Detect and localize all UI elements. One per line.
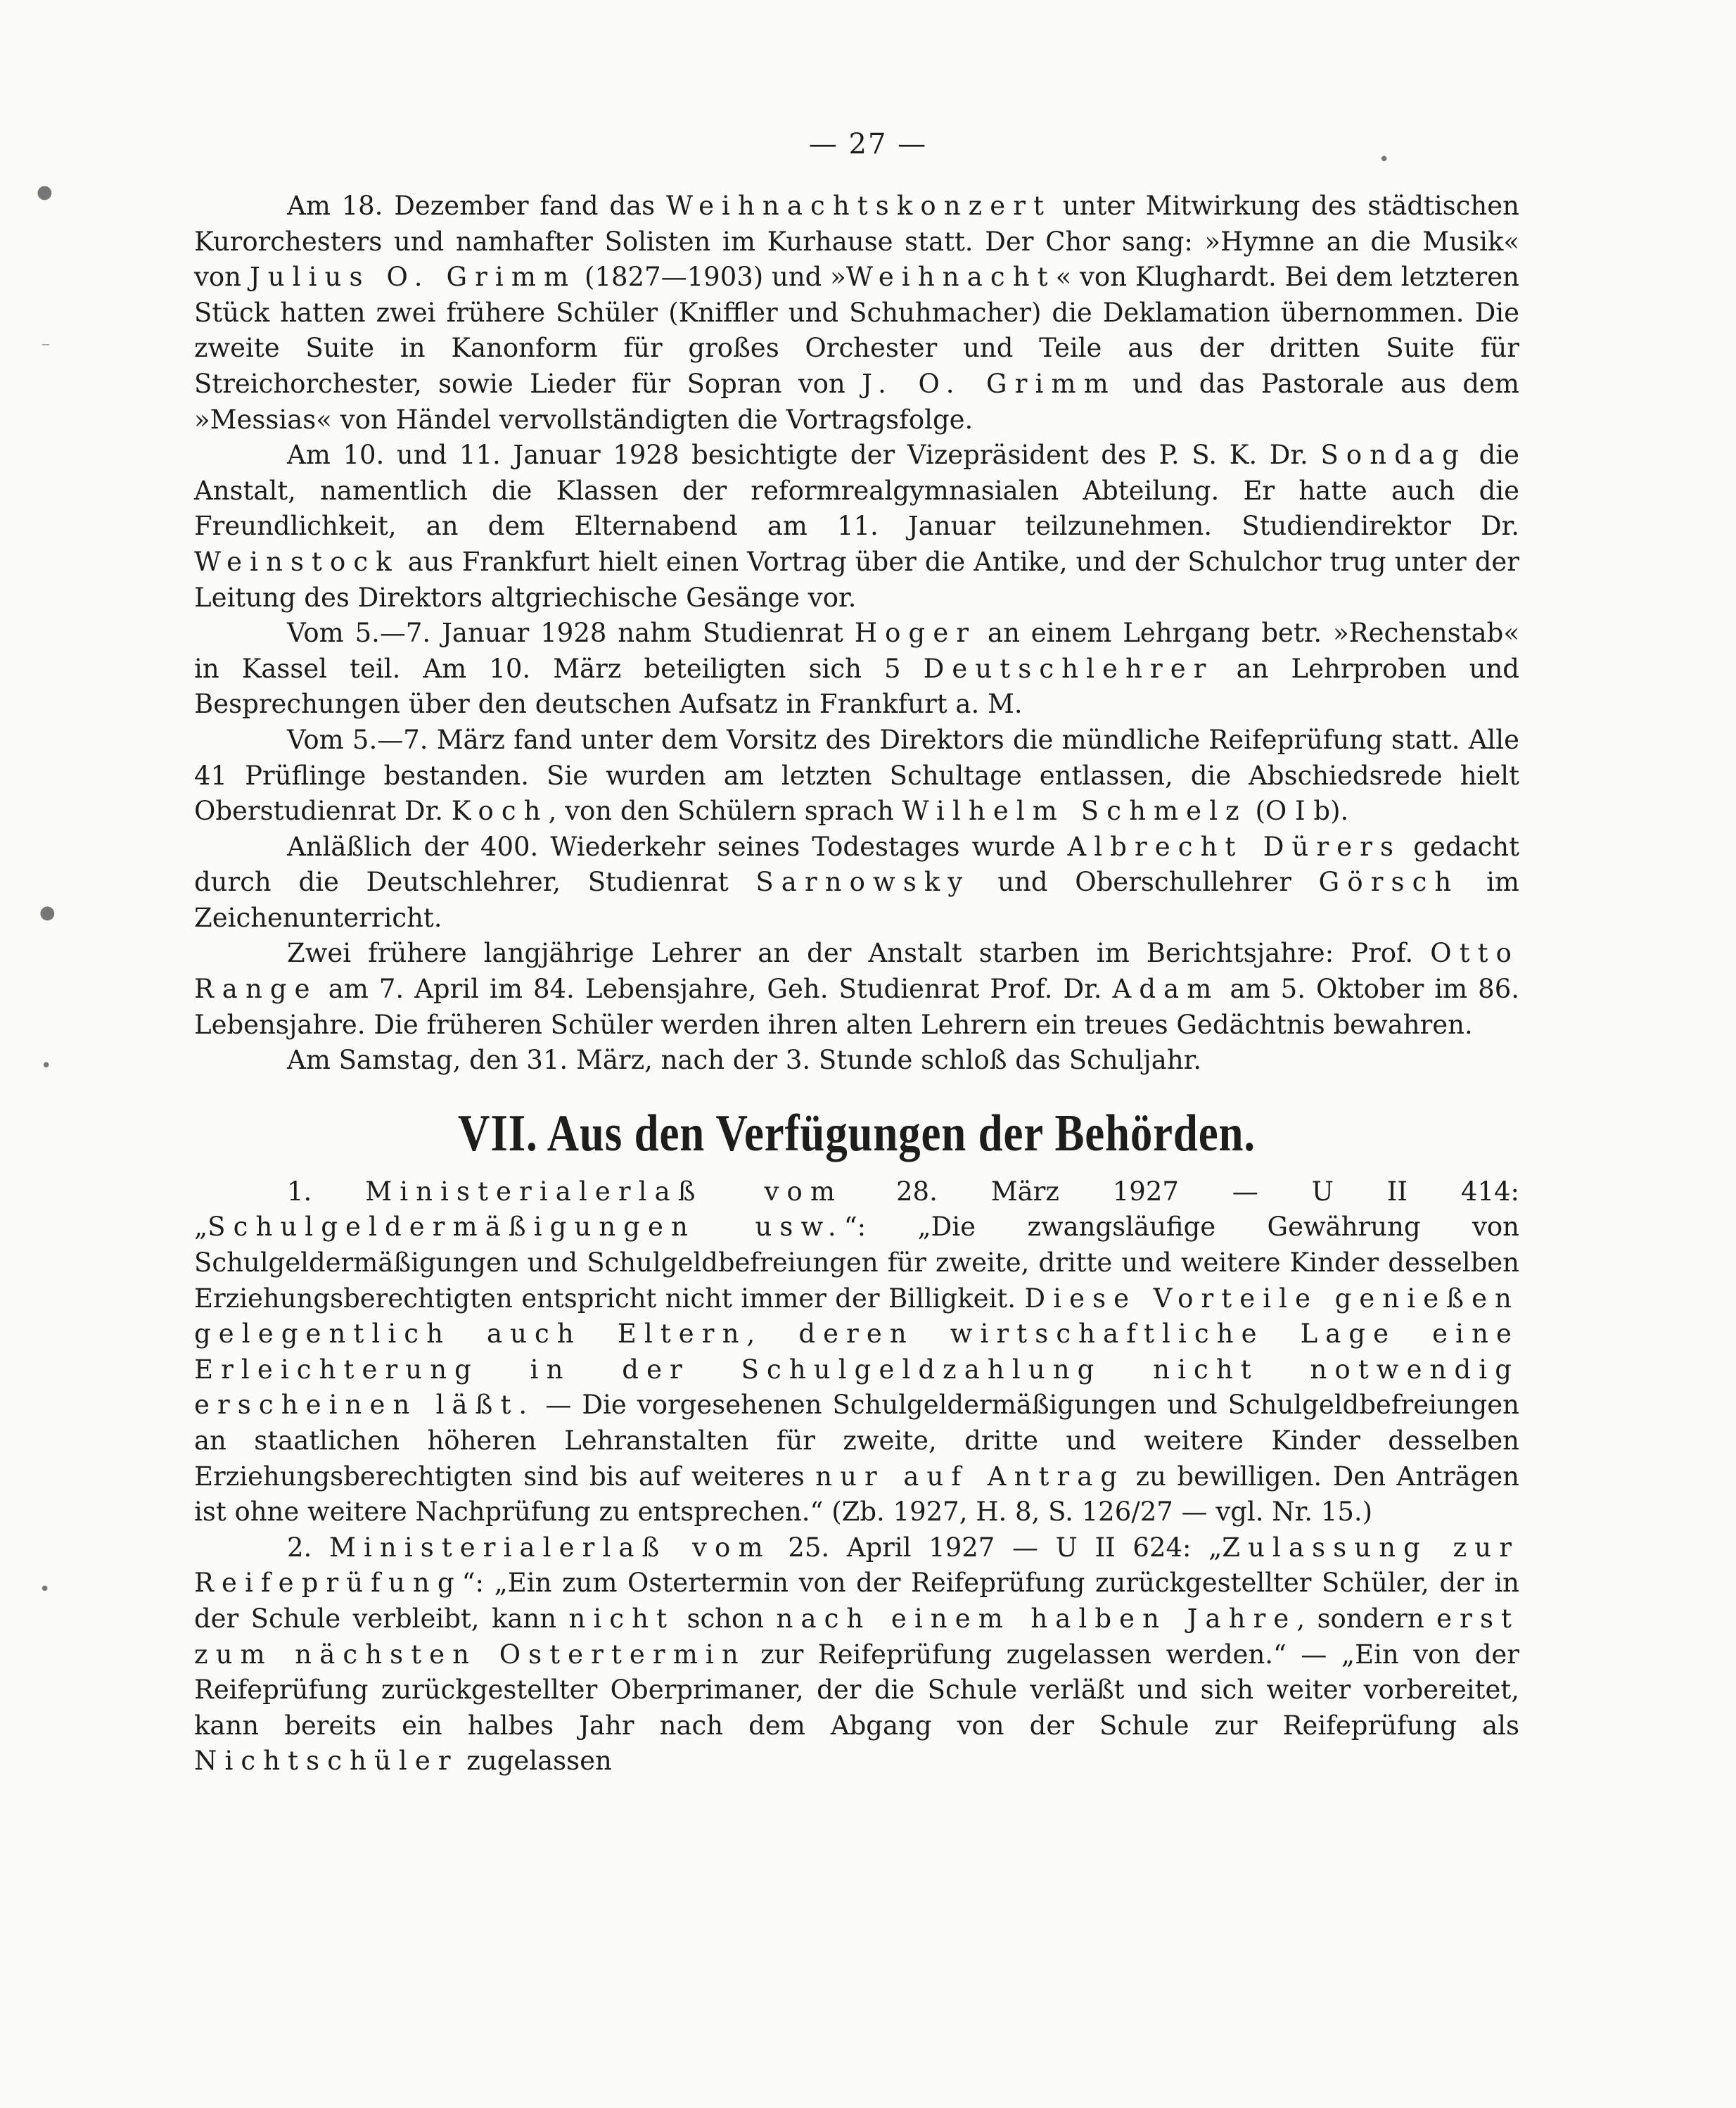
margin-mark: •: [41, 1055, 52, 1077]
text-segment: schon: [675, 1603, 777, 1634]
paragraph: [194, 723, 1519, 830]
spaced-text: Adam: [1112, 974, 1220, 1005]
text-segment: die Anstalt, namentlich die Klassen der reformrealgymnasialen Abteilung. Er hatte auch die Freundlichkeit, an dem Elternabend am 11. Januar teilzunehmen. Studiendirektor Dr.: [194, 440, 1519, 542]
spaced-text: Sarnowsky: [755, 867, 971, 898]
section-heading: [293, 1100, 1419, 1167]
paragraph: [194, 830, 1519, 936]
text-segment: Am 18. Dezember fand das: [287, 191, 666, 221]
spaced-text: Zulassung zur Reifeprüfung: [194, 1532, 1519, 1599]
text-segment: , von den Schülern sprach: [548, 796, 902, 827]
text-segment: VII. Aus den Verfügungen der Behörden.: [458, 1104, 1256, 1162]
page-number: — 27 —: [808, 128, 928, 160]
text-segment: zur Reifeprüfung zugelassen werden.“ — „Ein von der Reifeprüfung zurückgestellter Oberprimaner, der die Schule verläßt und sich weiter vorbereitet, kann bereits ein halbes Jahr nach dem Abgang von der Schule zur Reifeprüfung als: [194, 1639, 1519, 1741]
paragraph: [194, 1174, 1519, 1530]
spaced-text: Hoger: [854, 618, 977, 649]
spaced-text: Albrecht Dürers: [1067, 831, 1402, 862]
spaced-text: Weihnachtskonzert: [665, 191, 1052, 221]
text-segment: und Oberschullehrer: [970, 867, 1319, 898]
text-segment: Vom 5.—7. März fand unter dem Vorsitz des Direktors die mündliche Reifeprüfung statt. Alle 41 Prüflinge bestanden. Sie wurden am letzten Schultage entlassen, die Abschiedsrede hielt Oberstudienrat Dr.: [194, 724, 1519, 827]
spaced-text: Koch: [451, 796, 549, 827]
text-segment: gedacht durch die Deutschlehrer, Studienrat: [194, 831, 1519, 898]
text-segment: Anläßlich der 400. Wiederkehr seines Todestages wurde: [287, 831, 1068, 862]
spaced-text: Weihnacht: [845, 262, 1056, 293]
margin-mark: ●: [39, 902, 56, 923]
paragraph: [194, 1530, 1519, 1779]
paragraph: [194, 936, 1519, 1043]
text-segment: unter Mitwirkung des städtischen Kurorchesters und namhafter Solisten im Kurhause statt. Der Chor sang: »Hymne an die Musik« von: [194, 191, 1519, 293]
spaced-text: Schulgeldermäßigungen usw.: [208, 1212, 844, 1243]
spaced-text: Wilhelm Schmelz: [902, 796, 1247, 827]
spaced-text: Diese Vorteile genießen gelegentlich auch Eltern, deren wirtschaftliche Lage eine Erleichterung in der Schulgeldzahlung nicht notwendig erscheinen läßt.: [194, 1283, 1519, 1421]
spaced-text: Ministerialerlaß vom: [328, 1532, 771, 1563]
margin-mark: ●: [37, 182, 53, 203]
spaced-text: Weinstock: [194, 546, 400, 577]
spaced-text: Julius O. Grimm: [249, 262, 577, 293]
spaced-text: Ministerialerlaß vom: [365, 1176, 843, 1207]
text-segment: am 5. Oktober im 86. Lebensjahre. Die früheren Schüler werden ihren alten Lehrern ein treues Gedächtnis bewahren.: [194, 974, 1519, 1040]
margin-mark: •: [39, 1579, 51, 1600]
text-segment: aus Frankfurt hielt einen Vortrag über die Antike, und der Schulchor trug unter der Leitung des Direktors altgriechische Gesänge vor.: [194, 546, 1519, 613]
text-segment: an Lehrproben und Besprechungen über den deutschen Aufsatz in Frankfurt a. M.: [194, 653, 1519, 720]
spaced-text: nach einem halben Jahre: [776, 1603, 1297, 1634]
paragraph: [194, 1043, 1519, 1079]
text-segment: 2.: [287, 1532, 329, 1563]
paragraph: [194, 189, 1519, 438]
text-segment: 28. März 1927 — U II 414: „: [194, 1176, 1519, 1243]
text-segment: Zwei frühere langjährige Lehrer an der Anstalt starben im Berichtsjahre: Prof.: [287, 938, 1431, 969]
text-segment: 25. April 1927 — U II 624: „: [770, 1532, 1223, 1563]
spaced-text: Deutschlehrer: [923, 653, 1214, 684]
spaced-text: Nichtschüler: [194, 1746, 459, 1777]
spaced-text: Otto Range: [194, 938, 1519, 1005]
body-text: [194, 189, 1519, 1779]
text-segment: zugelassen: [458, 1746, 612, 1777]
text-segment: , sondern: [1296, 1603, 1437, 1634]
text-segment: “: „Die zwangsläufige Gewährung von Schulgeldermäßigungen und Schulgeldbefreiungen für zweite, dritte und weitere Kinder desselben Erziehungsberechtigten entspricht nicht immer der Billigkeit.: [194, 1212, 1519, 1314]
spaced-text: Sondag: [1320, 440, 1467, 471]
text-segment: — Die vorgesehenen Schulgeldermäßigungen und Schulgeldbefreiungen an staatlichen höheren Lehranstalten für zweite, dritte und weitere Kinder desselben Erziehungsberechtigten sind bis auf weiteres: [194, 1390, 1519, 1492]
spaced-text: nicht: [568, 1603, 675, 1634]
text-segment: am 7. April im 84. Lebensjahre, Geh. Studienrat Prof. Dr.: [317, 974, 1113, 1005]
text-segment: zu bewilligen. Den Anträgen ist ohne weitere Nachprüfung zu entsprechen.“ (Zb. 1927, H. 8, S. 126/27 — vgl. Nr. 15.): [194, 1461, 1520, 1528]
spaced-text: J. O. Grimm: [862, 368, 1116, 399]
spaced-text: Görsch: [1318, 867, 1460, 898]
text-segment: “: „Ein zum Ostertermin von der Reifeprüfung zurückgestellter Schüler, der in der Schule verbleibt, kann: [194, 1568, 1519, 1634]
spaced-text: nur auf Antrag: [815, 1461, 1125, 1492]
text-segment: (1827—1903) und »: [576, 262, 846, 293]
paragraph: [194, 438, 1519, 616]
spaced-text: erst zum nächsten Ostertermin: [194, 1603, 1519, 1670]
margin-mark: •: [1379, 149, 1390, 170]
text-segment: Vom 5.—7. Januar 1928 nahm Studienrat: [287, 618, 855, 649]
text-segment: und das Pastorale aus dem »Messias« von Händel vervollständigten die Vortragsfolge.: [194, 368, 1519, 435]
text-segment: (O I b).: [1246, 796, 1349, 827]
paragraph: [194, 616, 1519, 723]
text-segment: Am Samstag, den 31. März, nach der 3. Stunde schloß das Schuljahr.: [287, 1045, 1202, 1076]
text-segment: 1.: [287, 1176, 366, 1207]
text-segment: Am 10. und 11. Januar 1928 besichtigte der Vizepräsident des P. S. K. Dr.: [287, 440, 1321, 471]
text-segment: « von Klughardt. Bei dem letzteren Stück hatten zwei frühere Schüler (Kniffler und Schuhmacher) die Deklamation übernommen. Die zweite Suite in Kanonform für großes Orchester und Teile aus der dritten Suite für Streichorchester, sowie Lieder für Sopran von: [194, 262, 1519, 399]
text-segment: im Zeichenunterricht.: [194, 867, 1519, 933]
margin-mark: ⁻: [41, 338, 51, 359]
text-segment: an einem Lehrgang betr. »Rechenstab« in Kassel teil. Am 10. März beteiligten sich 5: [194, 618, 1519, 684]
